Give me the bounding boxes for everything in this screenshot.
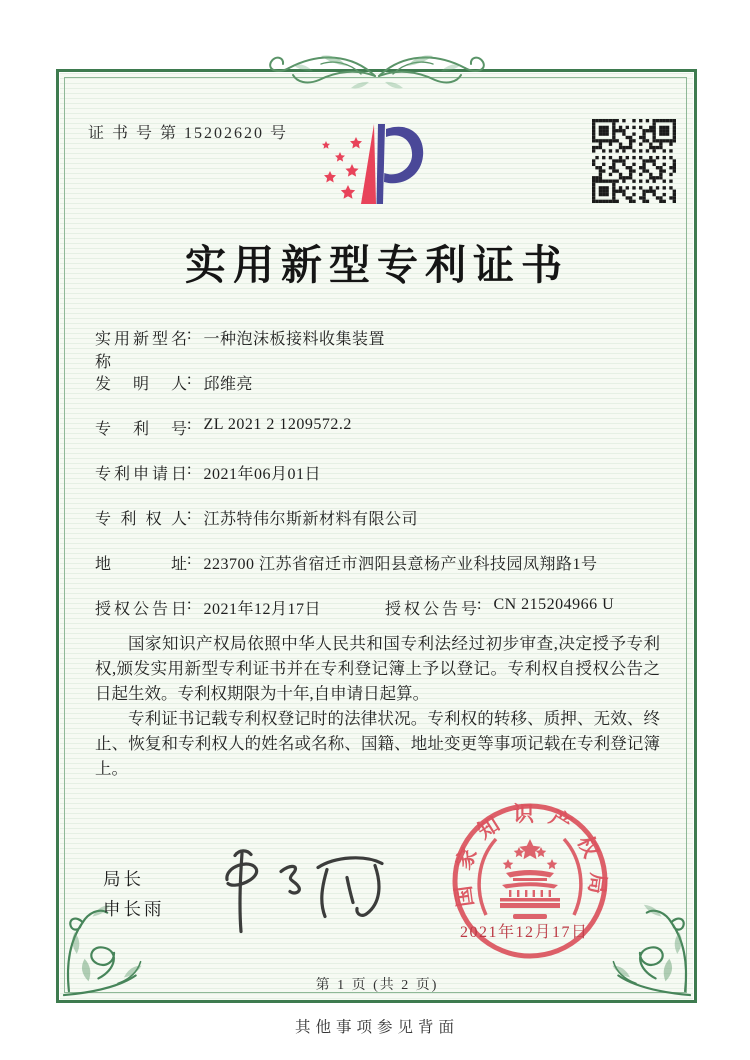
field-value: 一种泡沫板接料收集装置 <box>203 331 385 348</box>
field-label: 授权公告号 <box>385 601 477 618</box>
signature-icon <box>215 841 395 937</box>
field-row-name <box>95 326 661 371</box>
officer-title: 局长 <box>103 869 144 889</box>
seal-agency-text: 国家知识产权局 <box>449 801 611 909</box>
field-colon: : <box>187 506 192 523</box>
field-label: 专利申请日 <box>95 466 187 483</box>
field-colon: : <box>187 596 192 613</box>
field-value: 2021年12月17日 <box>203 601 321 618</box>
body-paragraph-2: 专利证书记载专利权登记时的法律状况。专利权的转移、质押、无效、终止、恢复和专利权人的姓名或名称、国籍、地址变更等事项记载在专利登记簿上。 <box>95 709 660 778</box>
field-colon: : <box>187 371 192 388</box>
national-emblem-icon <box>479 839 581 919</box>
field-label: 专利号 <box>95 421 187 438</box>
field-label: 专利权人 <box>95 511 187 528</box>
field-colon: : <box>477 596 482 613</box>
body-paragraph-1: 国家知识产权局依照中华人民共和国专利法经过初步审查,决定授予专利权,颁发实用新型专利证书并在专利登记簿上予以登记。专利权自授权公告之日起生效。专利权期限为十年,自申请日起算。 <box>95 634 660 703</box>
field-list <box>95 326 661 641</box>
field-label: 实用新型名称 <box>95 331 187 371</box>
field-colon: : <box>187 416 192 433</box>
field-value: CN 215204966 U <box>493 596 615 613</box>
page-number: 第 1 页 (共 2 页) <box>315 978 439 993</box>
field-row-address <box>95 551 661 596</box>
field-value: 223700 江苏省宿迁市泗阳县意杨产业科技园凤翔路1号 <box>203 556 598 573</box>
field-value: 邱维亮 <box>203 376 253 393</box>
page-title: 实用新型专利证书 <box>185 242 569 288</box>
top-flourish-icon <box>257 44 497 96</box>
field-value: ZL 2021 2 1209572.2 <box>203 416 352 433</box>
officer-name: 申长雨 <box>103 899 165 919</box>
grant-number-group <box>385 596 614 619</box>
field-row-patent-number <box>95 416 661 461</box>
seal-date: 2021年12月17日 <box>460 924 589 941</box>
qr-code-icon <box>592 119 676 203</box>
field-row-inventor <box>95 371 661 416</box>
field-row-patentee <box>95 506 661 551</box>
field-colon: : <box>187 551 192 568</box>
back-side-note: 其他事项参见背面 <box>294 1019 459 1036</box>
cnipa-logo-icon <box>312 114 434 210</box>
body-text <box>95 631 660 781</box>
field-label: 地址 <box>95 556 187 573</box>
field-colon: : <box>187 461 192 478</box>
field-row-filing-date <box>95 461 661 506</box>
field-label: 授权公告日 <box>95 601 187 618</box>
field-value: 2021年06月01日 <box>203 466 321 483</box>
field-value: 江苏特伟尔斯新材料有限公司 <box>203 511 418 528</box>
field-colon: : <box>187 326 192 343</box>
certificate-number: 证 书 号 第 15202620 号 <box>88 125 289 142</box>
field-label: 发明人 <box>95 376 187 393</box>
